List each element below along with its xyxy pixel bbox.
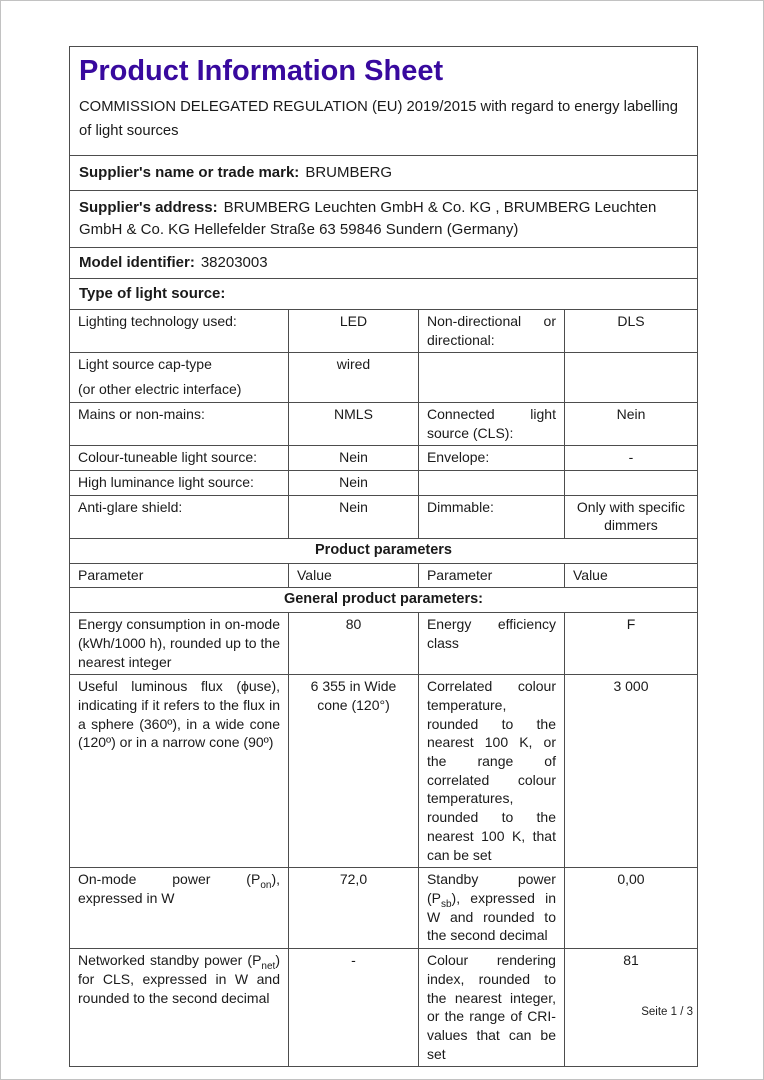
column-header: Value	[564, 564, 697, 588]
param-cell: Energy efficiency class	[418, 613, 564, 674]
value-cell: Only with specific dimmers	[564, 496, 697, 538]
table-row	[70, 470, 697, 495]
value-cell: Nein	[288, 471, 418, 495]
param-cell: Energy consumption in on-mode (kWh/1000 h), rounded up to the nearest integer	[78, 616, 280, 670]
table-row	[70, 948, 697, 1066]
param-cell: High luminance light source:	[78, 473, 254, 490]
param-cell	[418, 471, 564, 495]
value-cell: 80	[288, 613, 418, 674]
column-header: Parameter	[418, 564, 564, 588]
param-cell: Non-directional or directional:	[418, 310, 564, 352]
model-identifier-label: Model identifier:	[79, 254, 195, 271]
value-cell	[564, 471, 697, 495]
param-cell: Connected light source (CLS):	[418, 403, 564, 445]
supplier-address-label: Supplier's address:	[79, 199, 218, 216]
value-cell: 6 355 in Wide cone (120°)	[288, 675, 418, 867]
value-cell: DLS	[564, 310, 697, 352]
supplier-address-value: BRUMBERG Leuchten GmbH & Co. KG , BRUMBERG Leuchten GmbH & Co. KG Hellefelder Straße 63 59846 Sundern (Germany)	[79, 199, 657, 238]
table-row	[70, 309, 697, 352]
param-cell: Useful luminous flux (ϕuse), indicating if it refers to the flux in a sphere (360º), in a wide cone (120º) or in a narrow cone (90º)	[78, 678, 280, 751]
value-cell: F	[564, 613, 697, 674]
param-cell: Envelope:	[418, 446, 564, 470]
page-title: Product Information Sheet	[79, 55, 444, 87]
param-cell: Networked standby power $(P_{net})$ for CLS, expressed in W and rounded to the second decimal	[78, 952, 280, 1006]
product-info-table	[69, 46, 698, 1067]
value-cell: 72,0	[288, 868, 418, 948]
model-identifier-row	[70, 247, 697, 278]
section-product-parameters: Product parameters	[70, 538, 697, 563]
value-cell: 3 000	[564, 675, 697, 867]
table-row	[70, 612, 697, 674]
table-row	[70, 402, 697, 445]
param-cell	[70, 353, 288, 401]
table-row	[70, 495, 697, 538]
value-cell: wired	[288, 353, 418, 401]
type-of-light-source-heading: Type of light source:	[70, 278, 697, 309]
value-cell: Nein	[288, 496, 418, 538]
table-header-row	[70, 563, 697, 588]
value-cell: LED	[288, 310, 418, 352]
table-row	[70, 674, 697, 867]
value-cell: 81	[564, 949, 697, 1066]
page-number: Seite 1 / 3	[641, 1006, 693, 1018]
param-cell: Dimmable:	[418, 496, 564, 538]
cap-type-line1: Light source cap-type	[78, 356, 212, 373]
param-cell: Mains or non-mains:	[78, 405, 205, 422]
supplier-address-row	[70, 190, 697, 247]
param-cell: On-mode power $(P_{on})$, expressed in W	[78, 871, 280, 906]
table-row	[70, 867, 697, 948]
param-cell: Anti-glare shield:	[78, 498, 183, 515]
value-cell: -	[564, 446, 697, 470]
column-header: Parameter	[78, 566, 144, 583]
value-cell: -	[288, 949, 418, 1066]
model-identifier-value: 38203003	[200, 254, 268, 271]
value-cell: NMLS	[288, 403, 418, 445]
header-block	[70, 47, 697, 155]
column-header: Value	[288, 564, 418, 588]
cap-type-line2: (or other electric interface)	[78, 381, 242, 398]
param-cell: Correlated colour temperature, rounded to the nearest 100 K, or the range of correlated colour temperatures, rounded to the nearest 100 K, that can be set	[418, 675, 564, 867]
param-cell: Lighting technology used:	[78, 313, 237, 329]
param-cell	[418, 353, 564, 401]
table-row	[70, 445, 697, 470]
table-row	[70, 352, 697, 401]
value-cell: 0,00	[564, 868, 697, 948]
value-cell: Nein	[288, 446, 418, 470]
supplier-name-row	[70, 155, 697, 190]
supplier-name-label: Supplier's name or trade mark:	[79, 164, 300, 181]
param-cell: Standby power $(P_{sb})$, expressed in W and rounded to the second decimal	[418, 868, 564, 948]
param-cell: Colour rendering index, rounded to the nearest integer, or the range of CRI-values that can be set	[418, 949, 564, 1066]
value-cell	[564, 353, 697, 401]
regulation-subtitle: COMMISSION DELEGATED REGULATION (EU) 2019/2015 with regard to energy labelling of light sources	[79, 99, 678, 139]
param-cell: Colour-tuneable light source:	[78, 449, 257, 466]
value-cell: Nein	[564, 403, 697, 445]
supplier-name-value: BRUMBERG	[305, 164, 392, 181]
section-general-product-parameters: General product parameters:	[70, 587, 697, 612]
